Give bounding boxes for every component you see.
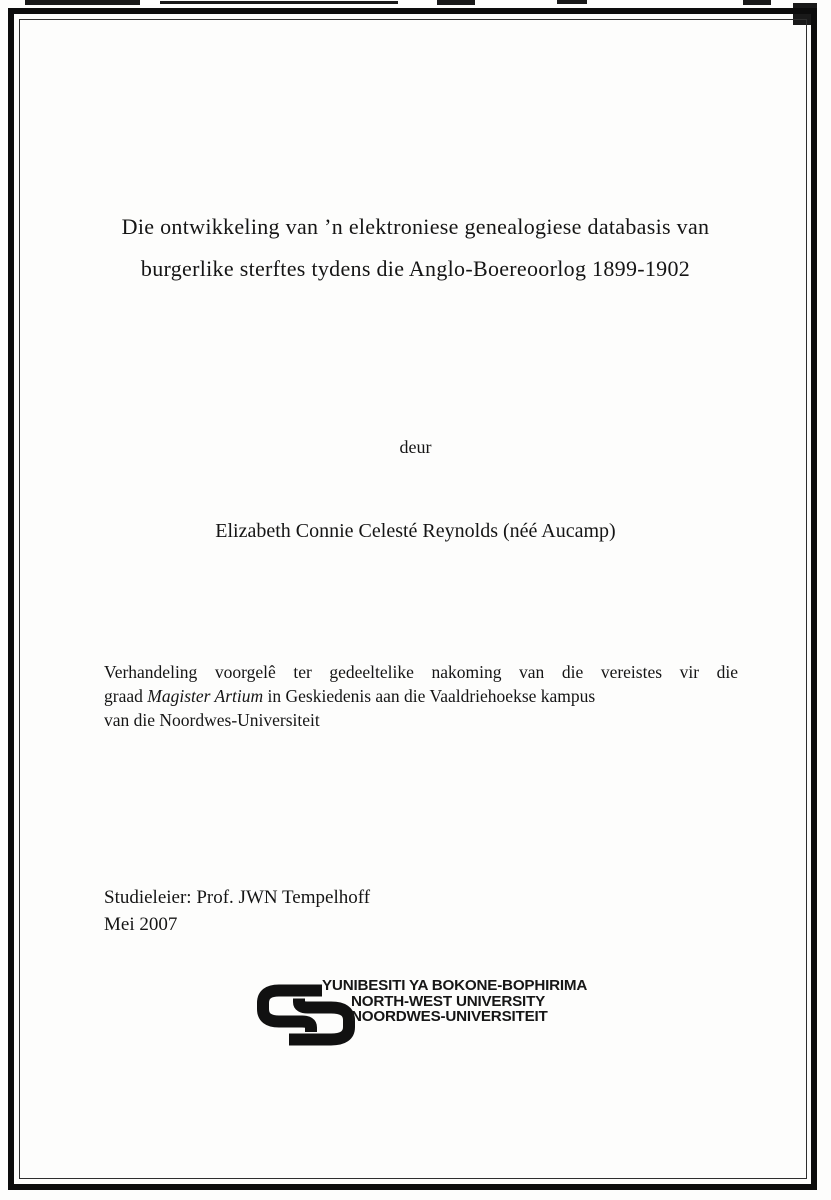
thesis-title-line2: burgerlike sterftes tydens die Anglo-Boereoorlog 1899-1902 [140,256,691,281]
scan-artifact [437,0,475,5]
degree-statement [104,660,738,732]
degree-statement-line1: Verhandeling voorgelê ter gedeeltelike nakoming van die vereistes vir die [104,662,738,682]
supervisor-block [104,885,370,938]
degree-name-italic: Magister Artium [147,686,264,706]
degree-statement-line2-suffix: in Geskiedenis aan die Vaaldriehoekse kampus [263,686,596,706]
logo-text-afrikaans: NOORDWES-UNIVERSITEIT [351,1008,548,1026]
scan-artifact [25,0,140,5]
scan-artifact [557,0,587,4]
degree-statement-line2 [104,684,738,708]
university-wordmark [322,978,587,1025]
degree-statement-line2-prefix: graad [104,686,148,706]
logo-text-setswana: YUNIBESITI YA BOKONE-BOPHIRIMA [322,977,588,994]
supervisor-line: Studieleier: Prof. JWN Tempelhoff [104,887,371,908]
degree-statement-line3: van die Noordwes-Universiteit [104,710,320,730]
scan-artifact [160,1,398,4]
thesis-title [40,206,791,290]
scan-artifact [743,0,771,5]
logo-text-english: NORTH-WEST UNIVERSITY [351,992,546,1010]
byline: deur [399,437,432,457]
author-name: Elizabeth Connie Celesté Reynolds (néé Aucamp) [215,520,616,542]
date-line: Mei 2007 [104,913,178,935]
thesis-title-line1: Die ontwikkeling van ’n elektroniese genealogiese databasis van [121,214,710,239]
